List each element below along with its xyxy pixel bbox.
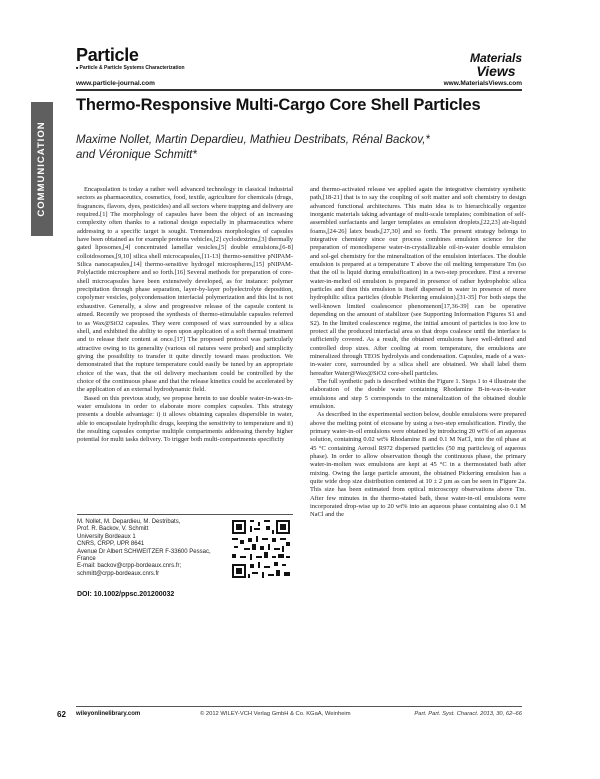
authors-line-1: Maxime Nollet, Martin Depardieu, Mathieu Destribats, Rénal Backov,* xyxy=(76,134,430,146)
left-column xyxy=(77,186,293,445)
body-paragraph: and thermo-activated release we applied again the integrative chemistry synthetic path,[18-21] that is to say the coupling of soft matter and soft chemistry to design advanced functional architectures. This main idea is to hierarchically organize inorganic materials taking advantage of multi-scale templates; combination of self-assembled surfactants and larger templates as emulsion droplets,[22,23] air-liquid foams,[24-26] latex beads,[27,30] and so forth. The present strategy belongs to integrative chemistry since our process combines emulsion science for the preparation of monodisperse water-in-crystallizable oil-in-water double emulsion and sol-gel chemistry for the mineralization of the emulsion interfaces. The double emulsion is prepared at a temperature T above the oil melting temperature Tm (so that the oil is liquid during emulsification) in a two-step procedure. First a reverse water-in-melted oil emulsion is prepared in presence of rather hydrophobic silica particles and then this emulsion is itself dispersed in water in presence of more hydrophilic silica particles (double Pickering emulsion).[31-35] For both steps the well-known limited coalescence phenomenon[17,36-39] can be operative depending on the amount of stabilizer (see Supporting Information Figures S1 and S2). In the limited coalescence regime, the initial amount of particles is too low to protect all the produced interfacial area so that drops coalesce until the interface is sufficiently covered. As a result, the obtained emulsions have well-defined and controlled drop sizes. After cooling at room temperature, the emulsions are mineralized through TEOS hydrolysis and condensation. Capsules, made of a wax-in-water core, surrounded by a silica shell are obtained. We shall label them hereafter Water@Wax@SiO2 core-shell particles. xyxy=(310,186,526,377)
affiliation-line: University Bordeaux 1 xyxy=(77,533,136,540)
author-list xyxy=(76,133,536,163)
article-type-label: COMMUNICATION xyxy=(36,121,47,217)
journal-name: Particle xyxy=(76,45,139,65)
logo-line-1: Materials xyxy=(469,51,522,65)
logo-line-2: Views xyxy=(476,63,516,79)
affiliation-line: Prof. R. Backov, V. Schmitt xyxy=(77,526,149,533)
affiliation-line: CNRS, CRPP, UPR 8641 xyxy=(77,541,145,548)
journal-citation: Part. Part. Syst. Charact. 2013, 30, 62–66 xyxy=(414,711,522,717)
body-paragraph: The full synthetic path is described within the Figure 1. Steps 1 to 4 illustrate the elaboration of the double water containing Rhodamine B-in-wax-in-water emulsions and step 5 corresponds to the mineralization of the obtained double emulsion. xyxy=(310,377,526,410)
footer-url-text[interactable]: wileyonlinelibrary.com xyxy=(76,711,141,717)
publisher-url[interactable]: www.MaterialsViews.com xyxy=(443,80,522,87)
paper-title: Thermo-Responsive Multi-Cargo Core Shell Particles xyxy=(76,96,481,114)
article-type-tab xyxy=(31,102,53,236)
header-divider xyxy=(76,89,522,91)
affiliation-block xyxy=(77,519,217,578)
affiliation-line: M. Nollet, M. Depardieu, M. Destribats, xyxy=(77,519,181,525)
copyright-notice: © 2012 WILEY-VCH Verlag GmbH & Co. KGaA, Weinheim xyxy=(200,711,351,717)
qr-code-icon[interactable] xyxy=(232,520,290,578)
materials-views-logo xyxy=(470,52,522,78)
body-paragraph: Based on this previous study, we propose herein to use double water-in-wax-in-water emulsions in order to elaborate more complex capsules. This strategy presents a double advantage: i) it allows obtaining capsules dispersible in water, able to encapsulate hydrophilic drugs, keeping the sensitivity to temperature and ii) the resulting capsules comprise multiple compartments addressing thereby higher potential for multi tasks delivery. To trigger both multi-compartments specificity xyxy=(77,394,293,444)
affiliation-line: Avenue Dr Albert SCHWEITZER F-33600 Pessac, France xyxy=(77,548,211,563)
journal-url[interactable]: www.particle-journal.com xyxy=(76,80,155,87)
authors-line-2: and Véronique Schmitt* xyxy=(76,149,197,161)
journal-subtitle: ■ Particle & Particle Systems Characterization xyxy=(76,65,185,71)
body-paragraph: As described in the experimental section below, double emulsions were prepared above the melting point of eicosane by using a two-step emulsification. Firstly, the primary water-in-oil emulsions were obtained by introducing 20 wt% of an aqueous solution, containing 0.02 wt% Rhodamine B and 0.1 M NaCl, into the oil phase at 45 °C containing Aerosil R972 dispersed particles (50 mg particles/g of aqueous phase). In order to allow observation though the continuous phase, the primary water-in-molten wax emulsions are kept at 45 °C in a thermostated bath after mixing. Owing the large particle amount, the obtained Pickering emulsion has a quite wide drop size distribution centered at 10 ± 2 µm as can be seen in Figure 2a. This size has been estimated from optical microscopy observations above Tm. After few minutes in the thermo-stated bath, these water-in-oil emulsions were incorporated drop-wise up to 20 wt% into an aqueous phase containing also 0.1 M NaCl and the xyxy=(310,411,527,519)
affiliation-divider xyxy=(77,514,293,515)
right-column xyxy=(310,186,526,520)
doi-link[interactable]: DOI: 10.1002/ppsc.201200032 xyxy=(77,591,175,598)
body-paragraph: Encapsulation is today a rather well advanced technology in classical industrial sectors as pharmaceutics, cosmetics, food, textile, agriculture for chemicals (drugs, fragrances, flavors, dyes, pesticides) and all sectors where trapping and delivery are required.[1] The morphology of capsules have been the object of an increasing complexity often thanks to a rational design especially in pharmaceutics where addressing to a specific target is sought. Tremendous morphologies of capsules have been obtained as for example proteins vehicles,[2] cyclodextrins,[3] thermally gated liposomes,[4] concentrated lamellar vesicles,[5] double emulsions,[6-8] colloidosomes,[9,10] silica shell microcapsules,[11-13] thermo-sensitive pNIPAM-Silica nanocapsules,[14] thermo-sensitive hydrogel microspheres,[15] pNIPAM-Polylactide microsphere and so forth.[16] Several methods for preparation of core-shell microcapsules have been extensively developed, as for instance: polymer precipitation through phase separation, layer-by-layer polyelectrolyte deposition, copolymer vesicles, polycondensation interfacial polymerization and this list is not exhaustive. Generally, a slow and progressive release of the capsule content is aimed. Recently we proposed the synthesis of thermo-stimulable capsules referred to as Wax@SiO2 capsules. They were composed of wax surrounded by a silica shell, and exhibited the ability to open upon application of a soft thermal treatment and to release their content at once.[17] The proposed protocol was particularly attractive owing to its generality (various oil natures were probed) and simplicity giving the possibility to transfer it quite directly toward mass production. We demonstrated that the rupture temperature could easily be tuned by an appropriate choice of the wax, that the oil delivery mechanism could be controlled by the choice of the continuous phase and that the release kinetics could be accelerated by the application of an external hydrodynamic field. xyxy=(77,186,293,394)
page-number: 62 xyxy=(57,710,66,719)
journal-brand xyxy=(76,46,185,71)
footer-divider xyxy=(76,706,522,707)
email-line[interactable]: E-mail: backov@crpp-bordeaux.cnrs.fr; xyxy=(77,563,182,570)
email-line[interactable]: schmitt@crpp-bordeaux.cnrs.fr xyxy=(77,570,160,577)
